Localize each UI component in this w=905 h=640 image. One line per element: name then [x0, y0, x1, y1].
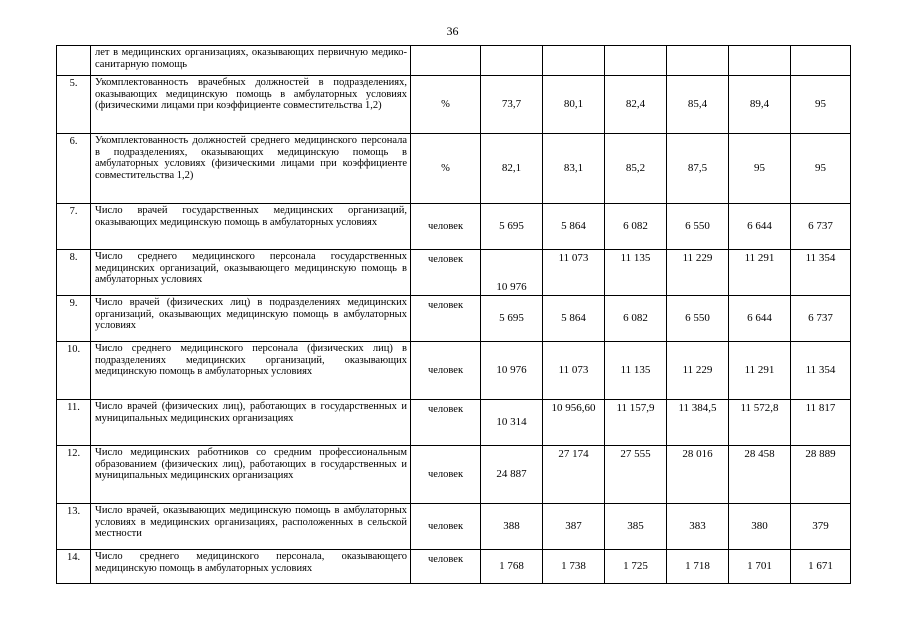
row-number: 10.	[57, 342, 91, 400]
value-cell: 11 229	[667, 342, 729, 400]
value-cell: 11 291	[729, 342, 791, 400]
value-cell: 6 644	[729, 296, 791, 342]
table-row	[57, 550, 851, 584]
value-cell: 1 768	[481, 550, 543, 584]
value-cell: 11 073	[543, 250, 605, 296]
value-cell: 6 737	[791, 296, 851, 342]
value-cell: 28 458	[729, 446, 791, 504]
row-number: 8.	[57, 250, 91, 296]
value-cell: 6 082	[605, 204, 667, 250]
value-cell: 1 725	[605, 550, 667, 584]
page-number: 36	[446, 24, 459, 38]
value-cell: 10 956,60	[543, 400, 605, 446]
value-cell: 388	[481, 504, 543, 550]
value-cell: 6 644	[729, 204, 791, 250]
row-number: 6.	[57, 134, 91, 204]
value-cell: 385	[605, 504, 667, 550]
unit-cell: человек	[411, 204, 481, 250]
value-cell: 10 976	[481, 250, 543, 296]
table-row	[57, 134, 851, 204]
row-number: 9.	[57, 296, 91, 342]
value-cell: 1 671	[791, 550, 851, 584]
value-cell: 82,1	[481, 134, 543, 204]
value-cell: 24 887	[481, 446, 543, 504]
table-row	[57, 250, 851, 296]
unit-cell: человек	[411, 250, 481, 296]
value-cell: 379	[791, 504, 851, 550]
table-row	[57, 342, 851, 400]
value-cell: 11 354	[791, 250, 851, 296]
value-cell: 1 738	[543, 550, 605, 584]
table-row	[57, 504, 851, 550]
unit-cell: %	[411, 134, 481, 204]
row-number	[57, 46, 91, 76]
unit-cell: человек	[411, 550, 481, 584]
value-cell	[667, 46, 729, 76]
value-cell: 5 695	[481, 296, 543, 342]
indicator-description: Число среднего медицинского персонала, оказывающего медицинскую помощь в амбулаторных условиях	[91, 550, 411, 584]
value-cell: 11 291	[729, 250, 791, 296]
value-cell: 1 701	[729, 550, 791, 584]
value-cell: 6 550	[667, 296, 729, 342]
row-number: 7.	[57, 204, 91, 250]
value-cell	[605, 46, 667, 76]
row-number: 11.	[57, 400, 91, 446]
unit-cell: человек	[411, 400, 481, 446]
value-cell: 95	[791, 76, 851, 134]
value-cell: 11 135	[605, 250, 667, 296]
value-cell: 83,1	[543, 134, 605, 204]
value-cell: 95	[791, 134, 851, 204]
value-cell: 5 695	[481, 204, 543, 250]
value-cell	[791, 46, 851, 76]
value-cell: 6 737	[791, 204, 851, 250]
value-cell: 11 073	[543, 342, 605, 400]
indicators-table	[56, 45, 851, 584]
indicator-description: Число среднего медицинского персонала (физических лиц) в подразделениях медицинских организаций, оказывающих медицинскую помощь в амбулаторных условиях	[91, 342, 411, 400]
indicator-description: Укомплектованность врачебных должностей в подразделениях, оказывающих медицинскую помощь в амбулаторных условиях (физическими лицами при коэффициенте совместительства 1,2)	[91, 76, 411, 134]
indicator-description: Число медицинских работников со средним профессиональным образованием (физических лиц), работающих в государственных и муниципальных медицинских организациях	[91, 446, 411, 504]
row-number: 13.	[57, 504, 91, 550]
value-cell: 28 889	[791, 446, 851, 504]
indicator-description: Число врачей (физических лиц), работающих в государственных и муниципальных медицинских организациях	[91, 400, 411, 446]
value-cell: 27 174	[543, 446, 605, 504]
value-cell: 10 976	[481, 342, 543, 400]
row-number: 14.	[57, 550, 91, 584]
unit-cell: человек	[411, 296, 481, 342]
value-cell: 80,1	[543, 76, 605, 134]
value-cell: 87,5	[667, 134, 729, 204]
unit-cell: человек	[411, 504, 481, 550]
indicator-description: Число среднего медицинского персонала государственных медицинских организаций, оказывающего медицинскую помощь в амбулаторных условиях	[91, 250, 411, 296]
value-cell: 89,4	[729, 76, 791, 134]
indicator-description: Число врачей, оказывающих медицинскую помощь в амбулаторных условиях в медицинских организациях, расположенных в сельской местности	[91, 504, 411, 550]
row-number: 12.	[57, 446, 91, 504]
indicator-description: Число врачей (физических лиц) в подразделениях медицинских организаций, оказывающих медицинскую помощь в амбулаторных условиях	[91, 296, 411, 342]
value-cell: 11 572,8	[729, 400, 791, 446]
value-cell: 85,2	[605, 134, 667, 204]
value-cell: 11 354	[791, 342, 851, 400]
table-row	[57, 446, 851, 504]
value-cell: 383	[667, 504, 729, 550]
value-cell: 11 229	[667, 250, 729, 296]
table-row	[57, 46, 851, 76]
row-number: 5.	[57, 76, 91, 134]
value-cell: 73,7	[481, 76, 543, 134]
table-row	[57, 76, 851, 134]
indicator-description: Число врачей государственных медицинских организаций, оказывающих медицинскую помощь в амбулаторных условиях	[91, 204, 411, 250]
indicator-description: Укомплектованность должностей среднего медицинского персонала в подразделениях, оказывающих медицинскую помощь в амбулаторных условиях (физическими лицами при коэффициенте совместительства 1,2)	[91, 134, 411, 204]
value-cell: 10 314	[481, 400, 543, 446]
value-cell: 11 384,5	[667, 400, 729, 446]
value-cell: 5 864	[543, 296, 605, 342]
indicator-description: лет в медицинских организациях, оказывающих первичную медико-санитарную помощь	[91, 46, 411, 76]
value-cell	[543, 46, 605, 76]
value-cell: 5 864	[543, 204, 605, 250]
value-cell: 11 135	[605, 342, 667, 400]
value-cell: 387	[543, 504, 605, 550]
value-cell	[481, 46, 543, 76]
value-cell: 11 157,9	[605, 400, 667, 446]
value-cell: 380	[729, 504, 791, 550]
unit-cell: человек	[411, 446, 481, 504]
value-cell: 6 550	[667, 204, 729, 250]
value-cell: 6 082	[605, 296, 667, 342]
unit-cell: %	[411, 76, 481, 134]
value-cell: 1 718	[667, 550, 729, 584]
value-cell: 85,4	[667, 76, 729, 134]
table-row	[57, 204, 851, 250]
value-cell: 28 016	[667, 446, 729, 504]
unit-cell: человек	[411, 342, 481, 400]
unit-cell	[411, 46, 481, 76]
table-row	[57, 296, 851, 342]
value-cell: 27 555	[605, 446, 667, 504]
value-cell: 82,4	[605, 76, 667, 134]
value-cell: 11 817	[791, 400, 851, 446]
value-cell	[729, 46, 791, 76]
table-row	[57, 400, 851, 446]
value-cell: 95	[729, 134, 791, 204]
